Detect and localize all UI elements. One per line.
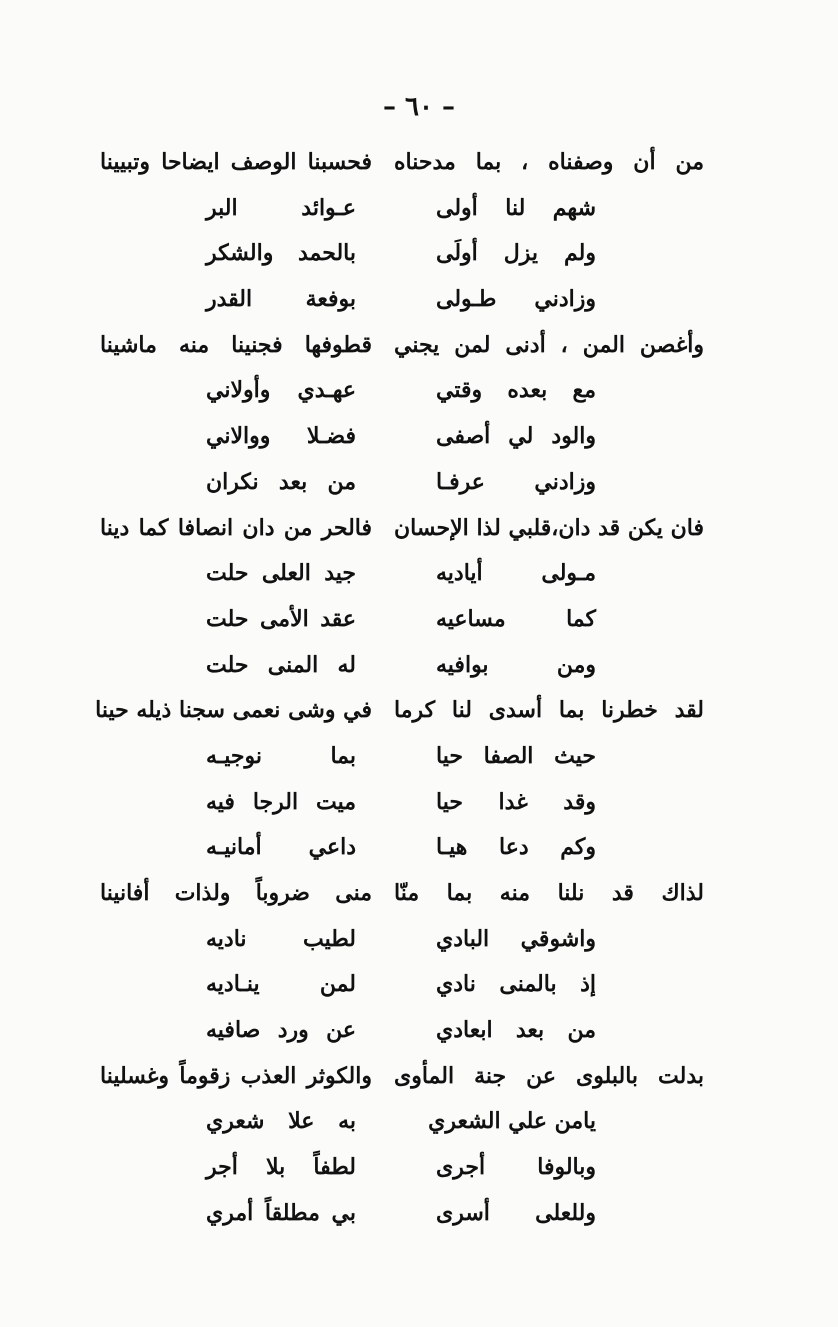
poem-line [0,962,838,1008]
poem-line [0,1008,838,1054]
left-hemistich: لطفاً بلا أجر [206,1154,356,1181]
right-hemistich: لقد خطرنا بما أسدى لنا كرما [394,697,704,724]
right-hemistich: يامن علي الشعري [428,1108,596,1135]
left-hemistich: من بعد نكران [206,468,356,495]
poem-line [0,1145,838,1191]
poem-line [0,597,838,643]
right-hemistich: مـولى أياديه [436,560,596,587]
right-hemistich: مع بعده وقتي [436,377,596,404]
left-hemistich: بما نوجيـه [206,742,356,769]
poem-line [0,186,838,232]
left-hemistich: فحسبنا الوصف ايضاحا وتبيينا [100,149,372,175]
poem [0,140,838,1237]
left-hemistich: عن ورد صافيه [206,1017,356,1044]
left-hemistich: بوفعة القدر [206,286,356,313]
poem-line [0,1191,838,1237]
left-hemistich: له المنى حلت [206,651,356,678]
left-hemistich: فالحر من دان انصافا كما دينا [100,514,372,541]
right-hemistich: وكم دعا هيـا [436,834,596,861]
poem-line [0,506,838,552]
right-hemistich: بدلت بالبلوى عن جنة المأوى [394,1062,704,1089]
poem-line [0,460,838,506]
left-hemistich: قطوفها فجنينا منه ماشينا [100,331,372,358]
poem-line [0,825,838,871]
left-hemistich: في وشى نعمى سجنا ذيله حينا [95,697,372,724]
poem-line [0,368,838,414]
poem-line [0,688,838,734]
left-hemistich: بالحمد والشكر [206,240,356,267]
poem-line [0,643,838,689]
right-hemistich: لذاك قد نلنا منه بما منّا [394,880,704,906]
right-hemistich: حيث الصفا حيا [436,742,596,769]
poem-line [0,780,838,826]
left-hemistich: ميت الرجا فيه [206,788,356,815]
right-hemistich: وقد غدا حيا [436,788,596,815]
right-hemistich: والود لي أصفى [436,423,596,450]
right-hemistich: وللعلى أسرى [436,1199,596,1226]
right-hemistich: وزادني طـولى [436,286,596,313]
left-hemistich: به علا شعري [206,1108,356,1135]
right-hemistich: من بعد ابعادي [436,1017,596,1044]
poem-line [0,1099,838,1145]
poem-line [0,231,838,277]
right-hemistich: واشوقي البادي [436,925,596,952]
poem-line [0,734,838,780]
left-hemistich: منى ضروباً ولذات أفانينا [100,880,372,906]
left-hemistich: بي مطلقاً أمري [206,1199,356,1226]
right-hemistich: من أن وصفناه ، بما مدحناه [394,149,704,175]
page-number: – ٦٠ – [382,92,456,122]
right-hemistich: ولم يزل أولَى [436,240,596,267]
poem-line [0,414,838,460]
poem-line [0,277,838,323]
poem-line [0,871,838,917]
left-hemistich: عقد الأمى حلت [206,605,356,632]
left-hemistich: جيد العلى حلت [206,560,356,587]
left-hemistich: داعي أمانيـه [206,834,356,861]
poem-line [0,917,838,963]
left-hemistich: والكوثر العذب زقوماً وغسلينا [100,1062,372,1089]
poem-line [0,1054,838,1100]
right-hemistich: وأغصن المن ، أدنى لمن يجني [394,331,704,358]
left-hemistich: عهـدي وأولاني [206,377,356,404]
right-hemistich: كما مساعيه [436,605,596,632]
poem-line [0,323,838,369]
right-hemistich: وزادني عرفـا [436,468,596,495]
right-hemistich: وبالوفا أجرى [436,1154,596,1181]
left-hemistich: لمن ينـاديه [206,971,356,998]
right-hemistich: فان يكن قد دان،قلبي لذا الإحسان [394,514,704,541]
left-hemistich: عـوائد البر [206,194,356,221]
right-hemistich: ومن بوافيه [436,651,596,678]
right-hemistich: شهم لنا أولى [436,194,596,221]
poem-line [0,140,838,186]
poem-line [0,551,838,597]
left-hemistich: لطيب ناديه [206,925,356,952]
right-hemistich: إذ بالمنى نادي [436,971,596,998]
left-hemistich: فضـلا ووالاني [206,423,356,450]
